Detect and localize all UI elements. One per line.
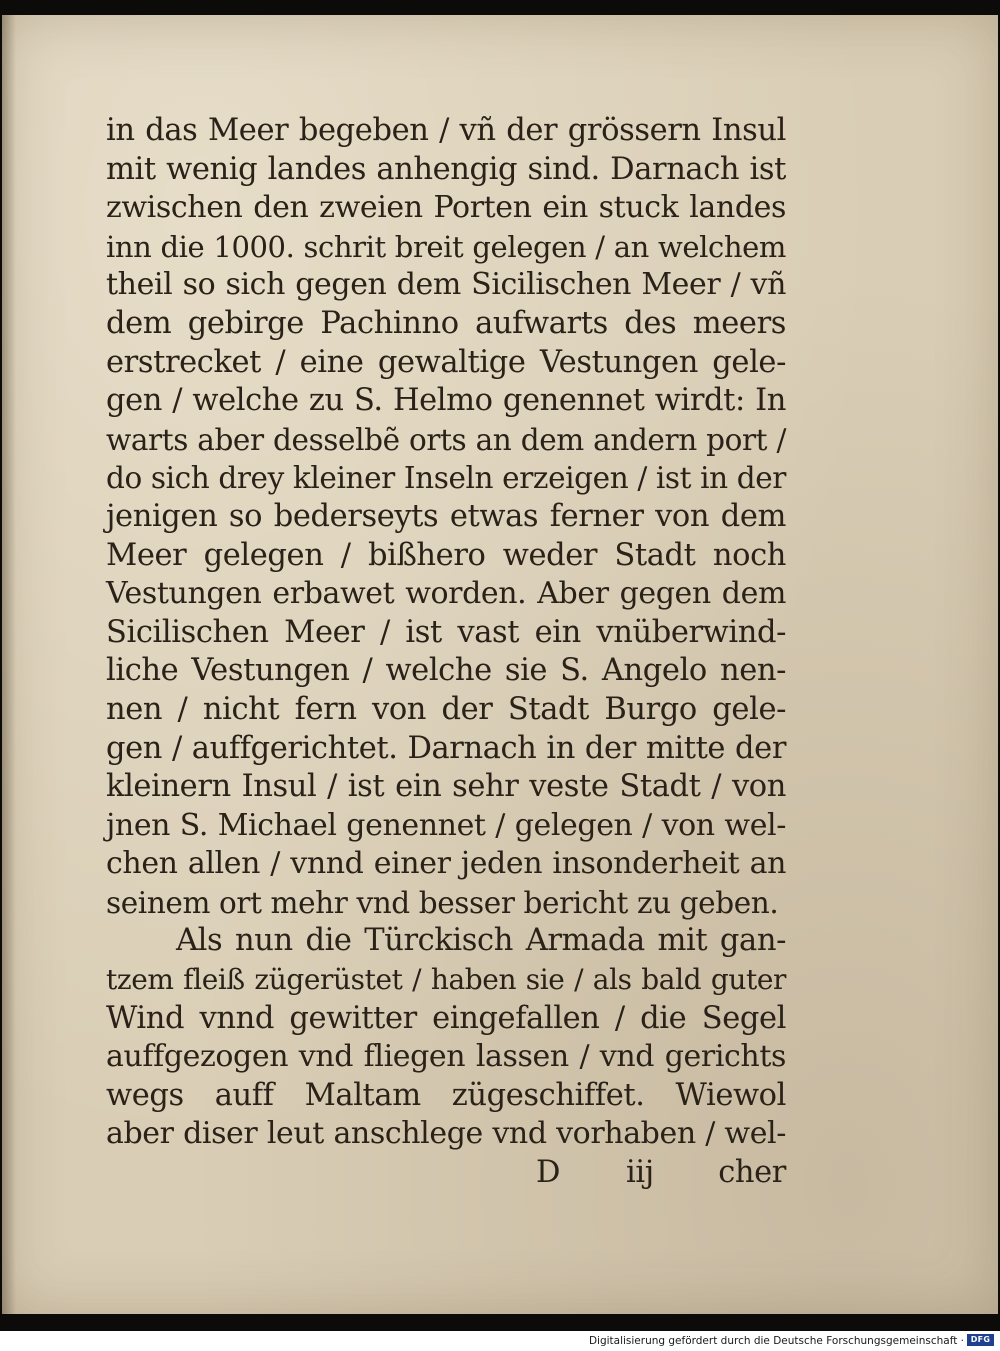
text-line: aber diser leut anschlege vnd vorhaben / wel- xyxy=(106,1116,786,1152)
footer-bar xyxy=(0,1331,1000,1351)
signature-mark: D xyxy=(536,1155,561,1191)
text-line: Meer gelegen / bißhero weder Stadt noch xyxy=(106,537,786,573)
text-line: gen / auffgerichtet. Darnach in der mitte der xyxy=(106,730,786,766)
book-page xyxy=(2,15,998,1314)
text-line: in das Meer begeben / vñ der grössern Insul xyxy=(106,113,786,148)
text-line: erstrecket / eine gewaltige Vestungen gele- xyxy=(106,344,786,380)
funding-credit: Digitalisierung gefördert durch die Deutsche Forschungsgemeinschaft · xyxy=(588,1335,964,1347)
text-line: mit wenig landes anhengig sind. Darnach ist xyxy=(106,151,786,187)
paragraph-start-line: Als nun die Türckisch Armada mit gan- xyxy=(176,923,786,959)
text-line: theil so sich gegen dem Sicilischen Meer / vñ xyxy=(106,267,786,303)
text-line: liche Vestungen / welche sie S. Angelo nen- xyxy=(106,653,786,689)
text-line: Wind vnnd gewitter eingefallen / die Segel xyxy=(106,1000,786,1036)
text-line: zwischen den zweien Porten ein stuck landes xyxy=(106,190,786,226)
catchword: cher xyxy=(718,1155,786,1191)
text-line: nen / nicht fern von der Stadt Burgo gele- xyxy=(106,691,786,727)
body-text xyxy=(106,112,786,1193)
text-line: jnen S. Michael genennet / gelegen / von wel- xyxy=(106,807,786,843)
text-line: dem gebirge Pachinno aufwarts des meers xyxy=(106,305,786,341)
text-line: jenigen so bederseyts etwas ferner von dem xyxy=(106,498,786,534)
text-line: kleinern Insul / ist ein sehr veste Stadt / von xyxy=(106,769,786,805)
paragraph-end-line: seinem ort mehr vnd besser bericht zu geben. xyxy=(106,885,779,920)
dfg-logo: DFG xyxy=(967,1334,994,1346)
text-line: auffgezogen vnd fliegen lassen / vnd gerichts xyxy=(106,1039,786,1075)
text-line: tzem fleiß zügerüstet / haben sie / als bald guter xyxy=(106,963,786,997)
text-line: Vestungen erbawet worden. Aber gegen dem xyxy=(106,576,786,612)
text-line: warts aber desselbẽ orts an dem andern port / xyxy=(106,422,786,457)
text-line: inn die 1000. schrit breit gelegen / an welchem xyxy=(106,229,786,264)
text-line: chen allen / vnnd einer jeden insonderheit an xyxy=(106,846,786,882)
text-line: do sich drey kleiner Inseln erzeigen / ist in der xyxy=(106,461,786,496)
text-line: Sicilischen Meer / ist vast ein vnüberwind- xyxy=(106,614,786,650)
signature-line xyxy=(106,1154,786,1193)
text-line: gen / welche zu S. Helmo genennet wirdt: In xyxy=(106,383,786,419)
signature-folio: iij xyxy=(626,1155,654,1191)
page-gutter-shade xyxy=(2,15,16,1314)
text-line: wegs auff Maltam zügeschiffet. Wiewol xyxy=(106,1077,786,1113)
